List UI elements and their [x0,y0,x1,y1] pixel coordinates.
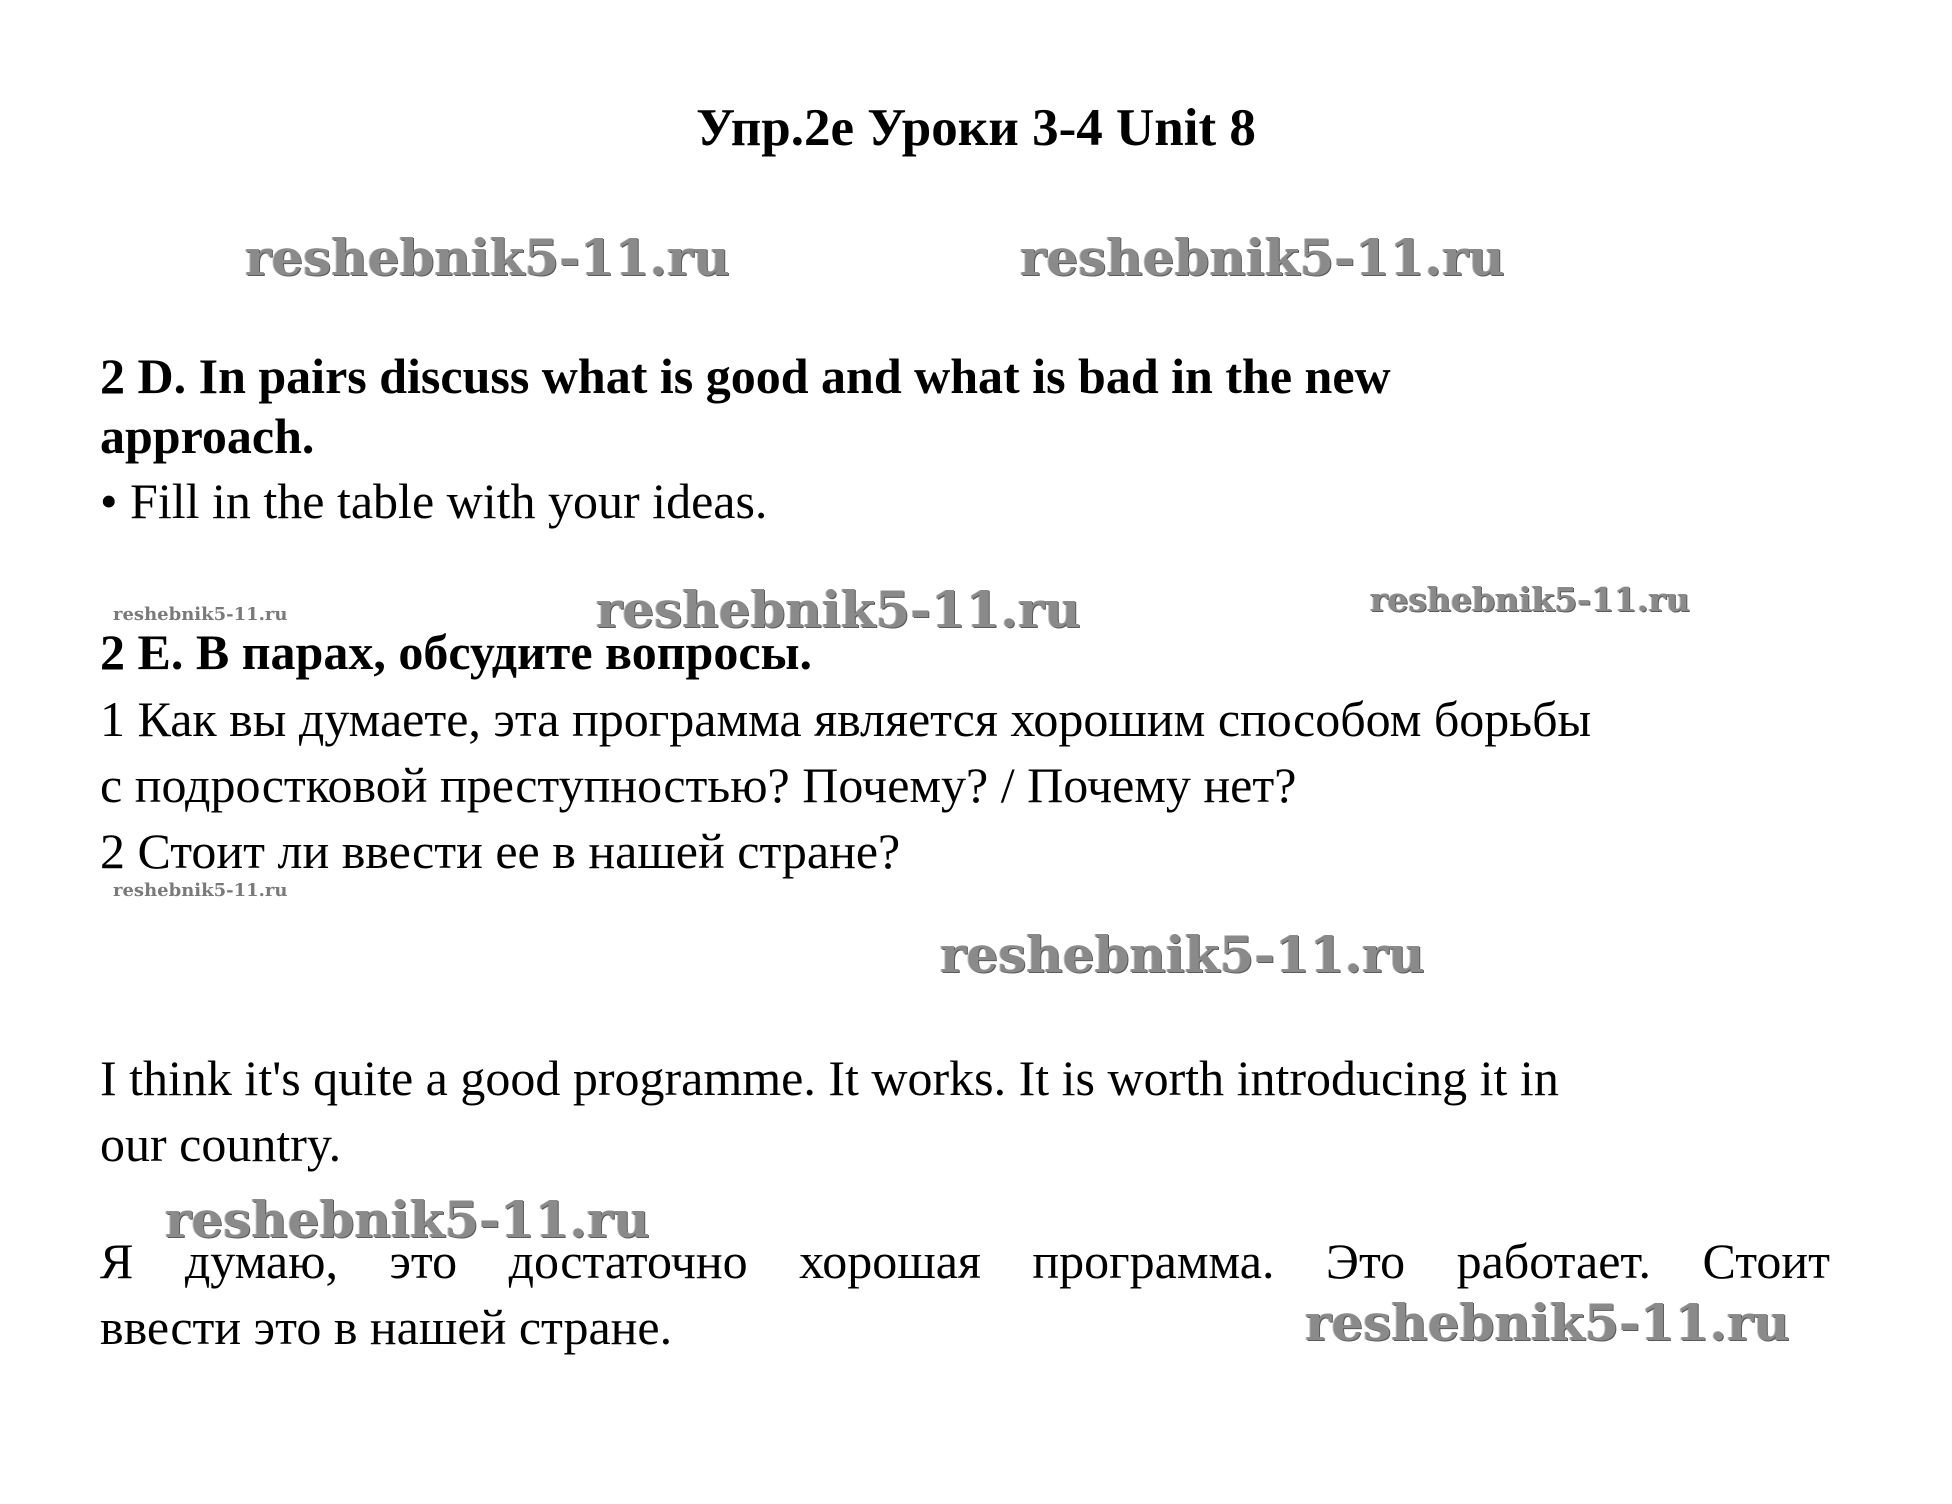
task-e [100,620,1830,884]
watermark: reshebnik5-11.ru [245,228,730,287]
watermark: reshebnik5-11.ru [1020,228,1505,287]
answer-english-line2: our country. [100,1116,342,1172]
answer-russian-line1: Я думаю, это достаточно хорошая программа. Это работает. Стоит [100,1233,1830,1289]
task-d-heading-line2: approach. [100,408,315,464]
answer-english-line1: I think it's quite a good programme. It works. It is worth introducing it in [100,1050,1559,1106]
watermark: reshebnik5-11.ru [1305,1293,1790,1352]
task-e-question-1-line2: с подростковой преступностью? Почему? / Почему нет? [100,757,1297,813]
watermark: reshebnik5-11.ru [596,580,1081,639]
task-e-question-1-line1: 1 Как вы думаете, эта программа является хорошим способом борьбы [100,691,1592,747]
page-title: Упр.2е Уроки 3-4 Unit 8 [696,99,1256,157]
task-d-instruction: • Fill in the table with your ideas. [100,473,768,529]
task-d-heading-line1: 2 D. In pairs discuss what is good and what is bad in the new [100,348,1391,404]
watermark: reshebnik5-11.ru [113,880,288,901]
answer-russian-line2: ввести это в нашей стране. [100,1299,673,1355]
answer-english [100,1045,1830,1177]
task-e-question-2: 2 Стоит ли ввести ее в нашей стране? [100,823,901,879]
watermark: reshebnik5-11.ru [165,1190,650,1249]
watermark: reshebnik5-11.ru [940,925,1425,984]
watermark: reshebnik5-11.ru [113,604,288,625]
task-e-heading: 2 E. В парах, обсудите вопросы. [100,624,813,680]
watermark: reshebnik5-11.ru [1370,580,1690,619]
task-d [100,346,1830,532]
